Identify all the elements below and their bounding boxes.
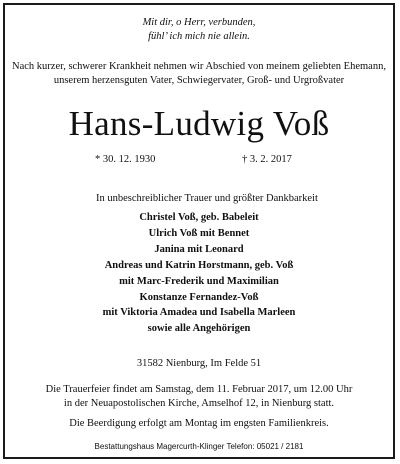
service-line-2: in der Neuapostolischen Kirche, Amselhof 12, in Nienburg statt. [63,398,335,409]
obituary-notice [3,3,395,459]
address: 31582 Nienburg, Im Felde 51 [136,358,262,369]
motto-line-2: fühl’ ich mich nie allein. [148,31,250,42]
burial-note: Die Beerdigung erfolgt am Montag im engsten Familienkreis. [69,418,329,429]
mourner-line: Christel Voß, geb. Babeleit [139,212,259,223]
grief-line: In unbeschreiblicher Trauer und größter Dankbarkeit [96,193,318,204]
mourner-line: sowie alle Angehörigen [147,323,251,335]
undertaker-info: Bestattungshaus Magercurth-Klinger Telefon: 05021 / 2181 [94,442,304,451]
deceased-name: Hans-Ludwig Voß [68,104,330,143]
service-line-1: Die Trauerfeier findet am Samstag, dem 11. Februar 2017, um 12.00 Uhr [45,384,353,395]
motto [5,16,393,44]
mourner-line: mit Marc-Frederik und Maximilian [119,275,279,287]
mourner-line: mit Viktoria Amadea und Isabella Marleen [102,307,296,319]
intro-line-1: Nach kurzer, schwerer Krankheit nehmen wir Abschied von meinem geliebten Ehemann, [12,61,386,72]
service-details [5,383,393,411]
mourner-line: Andreas und Katrin Horstmann, geb. Voß [104,259,294,271]
mourner-line: Konstanze Fernandez-Voß [139,291,259,303]
intro-text [5,60,393,88]
mourner-line: Ulrich Voß mit Bennet [148,227,250,239]
death-date: † 3. 2. 2017 [242,154,292,165]
mourner-line: Janina mit Leonard [154,243,244,255]
intro-line-2: unserem herzensguten Vater, Schwiegervater, Groß- und Urgroßvater [53,75,345,86]
motto-line-1: Mit dir, o Herr, verbunden, [142,17,256,28]
birth-date: * 30. 12. 1930 [95,154,156,165]
mourners-list [5,210,393,337]
